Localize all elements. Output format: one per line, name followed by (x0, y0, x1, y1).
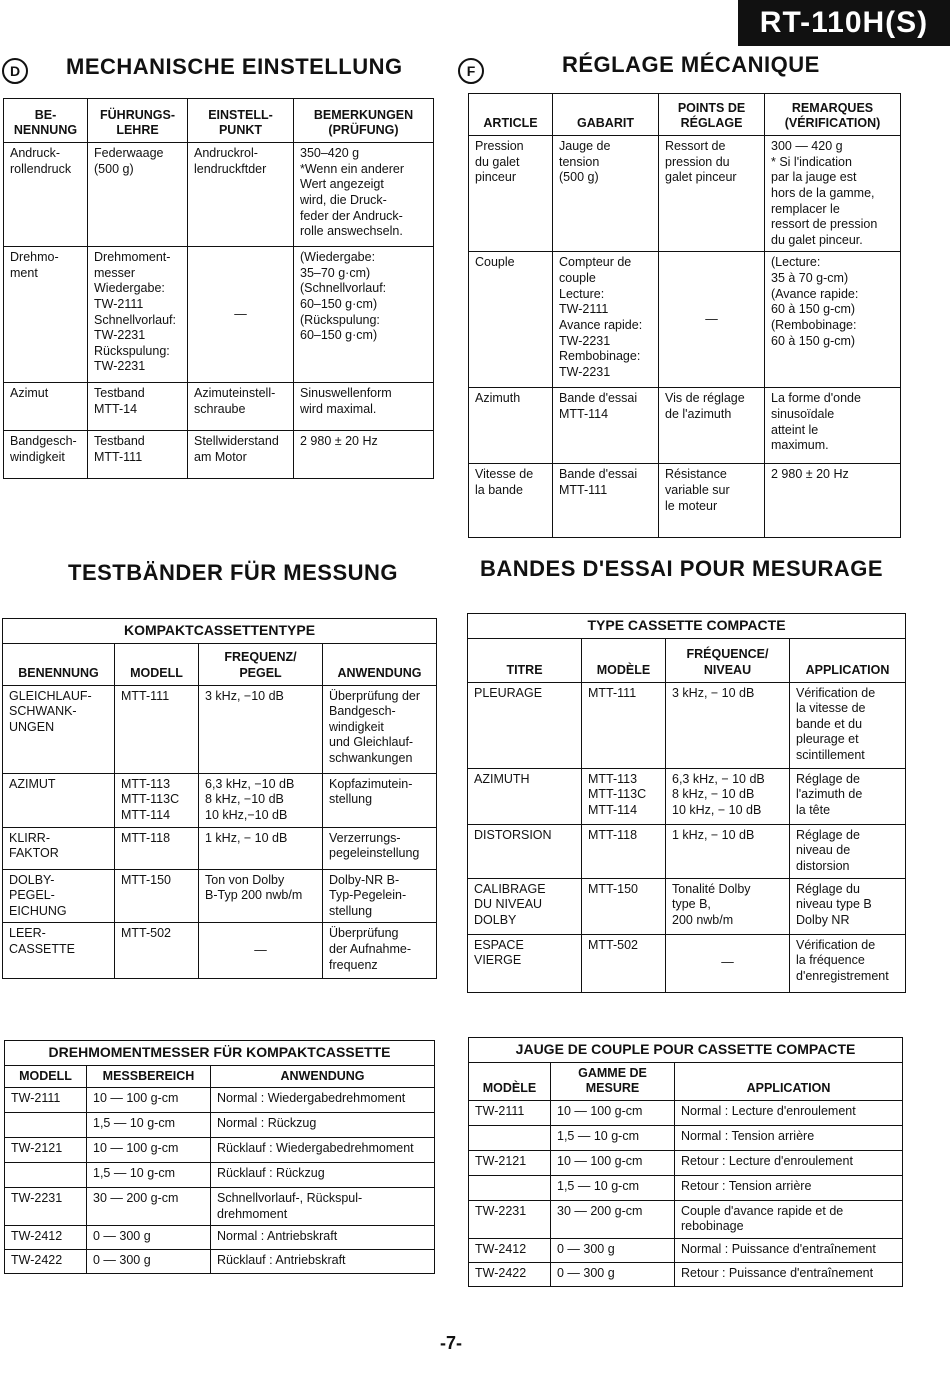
table-row (3, 869, 437, 923)
table-cell: Normal : Wiedergabedrehmoment (211, 1088, 435, 1113)
table-cell: TW-2121 (5, 1138, 87, 1163)
table-cell: Retour : Tension arrière (675, 1175, 903, 1200)
table-row (469, 1100, 903, 1125)
table-cell: MTT-111 (582, 682, 666, 768)
table-cell: TW-2412 (5, 1226, 87, 1250)
table-cell: 1,5 — 10 g-cm (87, 1163, 211, 1188)
table-cell: 10 — 100 g-cm (87, 1138, 211, 1163)
table-row (5, 1163, 435, 1188)
table-row (3, 923, 437, 979)
french-mechanical-table (468, 93, 901, 538)
table-row (468, 768, 906, 824)
torque-table-caption: JAUGE DE COUPLE POUR CASSETTE COMPACTE (469, 1038, 903, 1063)
table-cell: TW-2121 (469, 1150, 551, 1175)
table-cell: — (666, 934, 790, 992)
table-cell: — (199, 923, 323, 979)
torque-column-header: GAMME DE MESURE (551, 1062, 675, 1100)
table-cell: Testband MTT-14 (88, 383, 188, 431)
table-cell: Retour : Puissance d'entraînement (675, 1263, 903, 1287)
table-cell: Sinuswellenform wird maximal. (294, 383, 434, 431)
table-cell: Überprüfung der Aufnahme- frequenz (323, 923, 437, 979)
table-row (469, 136, 901, 252)
table-cell: 6,3 kHz, − 10 dB 8 kHz, − 10 dB 10 kHz, − 10 dB (666, 768, 790, 824)
table-cell: 10 — 100 g-cm (551, 1150, 675, 1175)
table-cell: Résistance variable sur le moteur (659, 464, 765, 538)
table-cell: Federwaage (500 g) (88, 143, 188, 247)
table-cell: MTT-111 (115, 685, 199, 773)
table-cell: 30 — 200 g-cm (87, 1188, 211, 1226)
table-cell: Vérification de la vitesse de bande et du pleurage et scintillement (790, 682, 906, 768)
test-table-caption: TYPE CASSETTE COMPACTE (468, 614, 906, 639)
torque-header-row (469, 1062, 903, 1100)
table-cell: Vis de réglage de l'azimuth (659, 388, 765, 464)
german-test-tapes-title: TESTBÄNDER FÜR MESSUNG (68, 560, 399, 585)
table-cell: 350–420 g *Wenn ein anderer Wert angezeigt wird, die Druck- feder der Andruck- rolle answechseln. (294, 143, 434, 247)
table-cell: 0 — 300 g (551, 1263, 675, 1287)
table-row (4, 431, 434, 479)
table-cell: 2 980 ± 20 Hz (765, 464, 901, 538)
table-cell: 1 kHz, − 10 dB (199, 827, 323, 869)
table-row (5, 1226, 435, 1250)
table-cell: PLEURAGE (468, 682, 582, 768)
table-row (4, 247, 434, 383)
table-cell: Überprüfung der Bandgesch- windigkeit und Gleichlauf- schwankungen (323, 685, 437, 773)
table-cell: LEER- CASSETTE (3, 923, 115, 979)
table-cell: MTT-113 MTT-113C MTT-114 (115, 773, 199, 827)
test-column-header: TITRE (468, 638, 582, 682)
table-cell: 1 kHz, − 10 dB (666, 824, 790, 878)
table-cell: Vitesse de la bande (469, 464, 553, 538)
table-cell: Stellwiderstand am Motor (188, 431, 294, 479)
table-cell: TW-2412 (469, 1239, 551, 1263)
mech-column-header: EINSTELL- PUNKT (188, 99, 294, 143)
table-cell: MTT-113 MTT-113C MTT-114 (582, 768, 666, 824)
table-cell: Normal : Lecture d'enroulement (675, 1100, 903, 1125)
torque-column-header: MODÈLE (469, 1062, 551, 1100)
table-cell: 1,5 — 10 g-cm (551, 1125, 675, 1150)
mech-column-header: ARTICLE (469, 94, 553, 136)
table-cell: DISTORSION (468, 824, 582, 878)
table-cell: Bande d'essai MTT-111 (553, 464, 659, 538)
table-cell: Bandgesch- windigkeit (4, 431, 88, 479)
table-cell: Normal : Tension arrière (675, 1125, 903, 1150)
table-cell: MTT-502 (582, 934, 666, 992)
table-cell: 300 — 420 g * Si l'indication par la jauge est hors de la gamme, remplacer le ressort de pression du galet pinceur. (765, 136, 901, 252)
table-cell: 6,3 kHz, −10 dB 8 kHz, −10 dB 10 kHz,−10 dB (199, 773, 323, 827)
table-row (5, 1088, 435, 1113)
page-number: -7- (440, 1333, 462, 1353)
table-cell: Kopfazimutein- stellung (323, 773, 437, 827)
german-torque-meter-table (4, 1040, 435, 1274)
table-cell: Vérification de la fréquence d'enregistrement (790, 934, 906, 992)
table-cell: Couple (469, 252, 553, 388)
torque-column-header: ANWENDUNG (211, 1065, 435, 1088)
german-mechanical-title: MECHANISCHE EINSTELLUNG (66, 54, 403, 79)
table-cell: GLEICHLAUF- SCHWANK- UNGEN (3, 685, 115, 773)
test-column-header: FREQUENZ/ PEGEL (199, 643, 323, 685)
table-cell: TW-2111 (5, 1088, 87, 1113)
table-cell: DOLBY- PEGEL- EICHUNG (3, 869, 115, 923)
table-cell: Dolby-NR B- Typ-Pegelein- stellung (323, 869, 437, 923)
table-cell: 2 980 ± 20 Hz (294, 431, 434, 479)
test-column-header: BENENNUNG (3, 643, 115, 685)
table-row (469, 1150, 903, 1175)
table-cell: Drehmo- ment (4, 247, 88, 383)
table-row (469, 464, 901, 538)
table-cell: Tonalité Dolby type B, 200 nwb/m (666, 878, 790, 934)
mech-column-header: BEMERKUNGEN (PRÜFUNG) (294, 99, 434, 143)
table-cell: Andruck- rollendruck (4, 143, 88, 247)
model-badge: RT-110H(S) (738, 0, 950, 46)
torque-column-header: MODELL (5, 1065, 87, 1088)
table-row (5, 1113, 435, 1138)
table-cell: Azimut (4, 383, 88, 431)
table-cell: TW-2231 (469, 1200, 551, 1238)
table-row (469, 1200, 903, 1238)
table-cell: Andruckrol- lendruckftder (188, 143, 294, 247)
torque-caption-row (5, 1041, 435, 1066)
table-cell: Azimuth (469, 388, 553, 464)
torque-column-header: APPLICATION (675, 1062, 903, 1100)
table-cell: 0 — 300 g (87, 1250, 211, 1274)
table-cell: Normal : Puissance d'entraînement (675, 1239, 903, 1263)
table-cell: Ton von Dolby B-Typ 200 nwb/m (199, 869, 323, 923)
table-cell: Couple d'avance rapide et de rebobinage (675, 1200, 903, 1238)
table-cell: Réglage de niveau de distorsion (790, 824, 906, 878)
table-cell: AZIMUTH (468, 768, 582, 824)
test-column-header: APPLICATION (790, 638, 906, 682)
test-column-header: MODÈLE (582, 638, 666, 682)
french-torque-gauge-table (468, 1037, 903, 1287)
table-cell: 1,5 — 10 g-cm (551, 1175, 675, 1200)
german-mechanical-table (3, 98, 434, 479)
table-cell: Rücklauf : Wiedergabedrehmoment (211, 1138, 435, 1163)
torque-table-caption: DREHMOMENTMESSER FÜR KOMPAKTCASSETTE (5, 1041, 435, 1066)
table-row (469, 1125, 903, 1150)
table-row (469, 252, 901, 388)
table-row (3, 773, 437, 827)
french-language-mark: F (458, 58, 484, 84)
table-cell: 10 — 100 g-cm (551, 1100, 675, 1125)
table-cell: 0 — 300 g (551, 1239, 675, 1263)
table-row (469, 1239, 903, 1263)
test-table-caption: KOMPAKTCASSETTENTYPE (3, 619, 437, 644)
table-cell: MTT-118 (582, 824, 666, 878)
test-header-row (3, 643, 437, 685)
table-cell: Ressort de pression du galet pinceur (659, 136, 765, 252)
table-cell: Jauge de tension (500 g) (553, 136, 659, 252)
table-cell: (Lecture: 35 à 70 g-cm) (Avance rapide: 60 à 150 g-cm) (Rembobinage: 60 à 150 g-cm) (765, 252, 901, 388)
table-cell: MTT-502 (115, 923, 199, 979)
table-cell: Compteur de couple Lecture: TW-2111 Avance rapide: TW-2231 Rembobinage: TW-2231 (553, 252, 659, 388)
table-row (469, 1175, 903, 1200)
torque-header-row (5, 1065, 435, 1088)
table-row (3, 685, 437, 773)
test-caption-row (3, 619, 437, 644)
table-cell: AZIMUT (3, 773, 115, 827)
table-cell: Réglage de l'azimuth de la tête (790, 768, 906, 824)
french-test-tapes-table (467, 613, 906, 993)
table-cell: Pression du galet pinceur (469, 136, 553, 252)
table-cell: 30 — 200 g-cm (551, 1200, 675, 1238)
table-cell: KLIRR- FAKTOR (3, 827, 115, 869)
table-cell: 10 — 100 g-cm (87, 1088, 211, 1113)
table-cell: 3 kHz, − 10 dB (666, 682, 790, 768)
table-cell: Verzerrungs- pegeleinstellung (323, 827, 437, 869)
table-cell: Azimuteinstell- schraube (188, 383, 294, 431)
test-column-header: FRÉQUENCE/ NIVEAU (666, 638, 790, 682)
french-test-tapes-title: BANDES D'ESSAI POUR MESURAGE (480, 556, 884, 581)
table-cell: (Wiedergabe: 35–70 g·cm) (Schnellvorlauf: 60–150 g·cm) (Rückspulung: 60–150 g·cm) (294, 247, 434, 383)
table-cell: MTT-118 (115, 827, 199, 869)
table-cell: Testband MTT-111 (88, 431, 188, 479)
test-column-header: MODELL (115, 643, 199, 685)
table-cell: Schnellvorlauf-, Rückspul- drehmoment (211, 1188, 435, 1226)
table-row (5, 1250, 435, 1274)
table-cell: ESPACE VIERGE (468, 934, 582, 992)
table-cell: Rücklauf : Antriebskraft (211, 1250, 435, 1274)
table-row (468, 682, 906, 768)
table-row (469, 1263, 903, 1287)
mech-column-header: GABARIT (553, 94, 659, 136)
table-row (4, 383, 434, 431)
mech-column-header: BE- NENNUNG (4, 99, 88, 143)
mech-column-header: POINTS DE RÉGLAGE (659, 94, 765, 136)
table-row (5, 1138, 435, 1163)
torque-caption-row (469, 1038, 903, 1063)
mech-column-header: FÜHRUNGS- LEHRE (88, 99, 188, 143)
table-cell (469, 1125, 551, 1150)
table-row (468, 934, 906, 992)
table-cell: 0 — 300 g (87, 1226, 211, 1250)
table-cell: MTT-150 (582, 878, 666, 934)
table-cell: Rücklauf : Rückzug (211, 1163, 435, 1188)
table-row (468, 824, 906, 878)
mech-column-header: REMARQUES (VÉRIFICATION) (765, 94, 901, 136)
table-cell: Retour : Lecture d'enroulement (675, 1150, 903, 1175)
german-test-tapes-table (2, 618, 437, 979)
table-row (5, 1188, 435, 1226)
table-cell: MTT-150 (115, 869, 199, 923)
torque-column-header: MESSBEREICH (87, 1065, 211, 1088)
table-cell: — (188, 247, 294, 383)
table-cell: Bande d'essai MTT-114 (553, 388, 659, 464)
french-mechanical-title: RÉGLAGE MÉCANIQUE (562, 52, 820, 77)
table-cell: Réglage du niveau type B Dolby NR (790, 878, 906, 934)
table-cell: 3 kHz, −10 dB (199, 685, 323, 773)
table-row (468, 878, 906, 934)
table-cell (5, 1163, 87, 1188)
table-cell: CALIBRAGE DU NIVEAU DOLBY (468, 878, 582, 934)
table-cell: Normal : Rückzug (211, 1113, 435, 1138)
table-cell (5, 1113, 87, 1138)
table-cell: — (659, 252, 765, 388)
table-cell: Drehmoment- messer Wiedergabe: TW-2111 Schnellvorlauf: TW-2231 Rückspulung: TW-2231 (88, 247, 188, 383)
mech-header-row (469, 94, 901, 136)
table-cell: 1,5 — 10 g-cm (87, 1113, 211, 1138)
test-caption-row (468, 614, 906, 639)
table-row (3, 827, 437, 869)
table-cell (469, 1175, 551, 1200)
german-language-mark: D (2, 58, 28, 84)
table-cell: TW-2111 (469, 1100, 551, 1125)
table-cell: TW-2422 (5, 1250, 87, 1274)
table-cell: La forme d'onde sinusoïdale atteint le maximum. (765, 388, 901, 464)
table-cell: TW-2422 (469, 1263, 551, 1287)
table-row (469, 388, 901, 464)
table-cell: TW-2231 (5, 1188, 87, 1226)
test-header-row (468, 638, 906, 682)
test-column-header: ANWENDUNG (323, 643, 437, 685)
table-row (4, 143, 434, 247)
mech-header-row (4, 99, 434, 143)
table-cell: Normal : Antriebskraft (211, 1226, 435, 1250)
